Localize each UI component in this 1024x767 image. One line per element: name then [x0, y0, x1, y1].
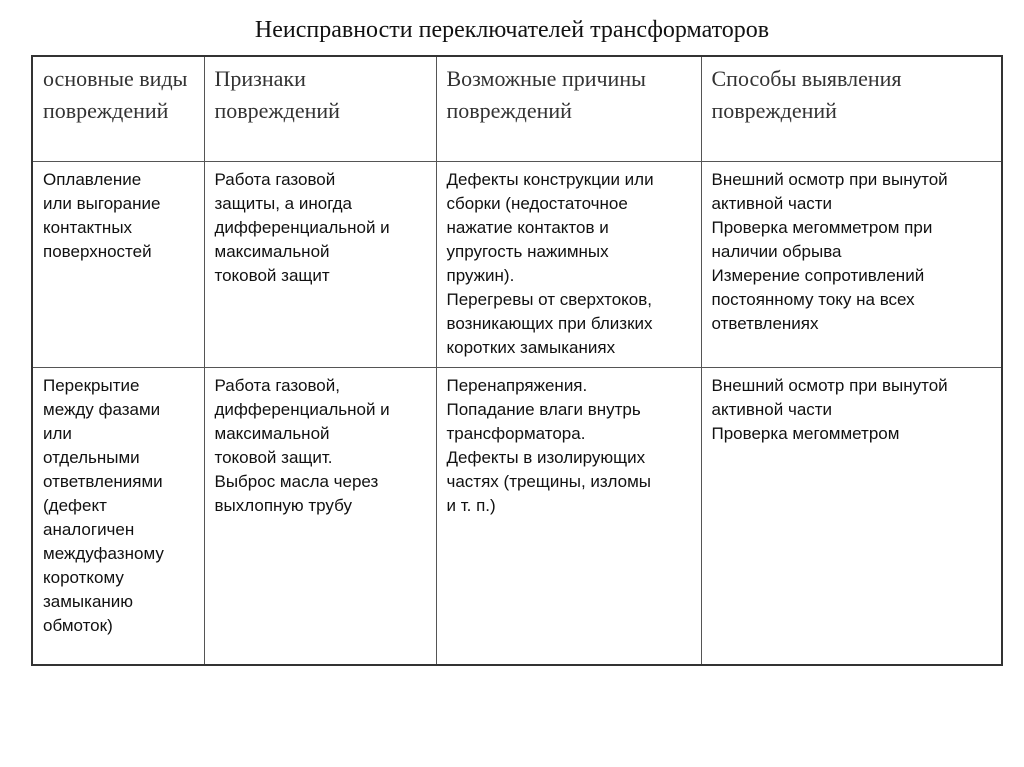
cell-line: отдельными — [43, 447, 140, 467]
cell-line: дифференциальной и — [214, 217, 390, 237]
header-cell-detection: Способы выявления повреждений — [701, 56, 1002, 161]
cell-line: Работа газовой, — [214, 375, 340, 395]
cell-line: или — [43, 423, 72, 443]
cell-line: замыканию — [43, 591, 134, 611]
cell-line: контактных — [43, 217, 133, 237]
cell-line: возникающих при близких — [446, 313, 653, 333]
cell-line: Перенапряжения. — [446, 375, 588, 395]
cell-line: Дефекты в изолирующих — [446, 447, 646, 467]
cell-detection — [701, 161, 1002, 367]
header-cell-damage-types: основные виды повреждений — [32, 56, 204, 161]
cell-causes — [436, 367, 701, 665]
cell-line: максимальной — [214, 241, 330, 261]
cell-line: упругость нажимных — [446, 241, 609, 261]
cell-signs — [204, 367, 436, 665]
cell-damage-type — [32, 161, 204, 367]
header-cell-signs: Признаки повреждений — [204, 56, 436, 161]
cell-line: поверхностей — [43, 241, 152, 261]
cell-line: Работа газовой — [214, 169, 336, 189]
cell-line: междуфазному — [43, 543, 164, 563]
cell-line: Проверка мегомметром — [711, 423, 900, 443]
cell-line: Перекрытие — [43, 375, 140, 395]
cell-line: активной части — [711, 193, 833, 213]
cell-line: (дефект — [43, 495, 107, 515]
table-row — [32, 367, 1002, 665]
cell-line: выхлопную трубу — [214, 495, 352, 515]
table-row — [32, 161, 1002, 367]
cell-line: трансформатора. — [446, 423, 586, 443]
cell-line: защиты, а иногда — [214, 193, 353, 213]
faults-table — [31, 55, 1003, 666]
cell-line: Попадание влаги внутрь — [446, 399, 641, 419]
cell-line: дифференциальной и — [214, 399, 390, 419]
cell-line: Перегревы от сверхтоков, — [446, 289, 653, 309]
cell-line: Проверка мегомметром при — [711, 217, 933, 237]
cell-line: постоянному току на всех — [711, 289, 915, 309]
cell-line: сборки (недостаточное — [446, 193, 628, 213]
cell-line: и т. п.) — [446, 495, 496, 515]
cell-line: или выгорание — [43, 193, 161, 213]
cell-line: Выброс масла через — [214, 471, 379, 491]
cell-line: ответвлениях — [711, 313, 819, 333]
cell-line: наличии обрыва — [711, 241, 842, 261]
cell-detection — [701, 367, 1002, 665]
cell-line: короткому — [43, 567, 124, 587]
table-header-row — [32, 56, 1002, 161]
cell-line: обмоток) — [43, 615, 113, 635]
cell-line: между фазами — [43, 399, 161, 419]
cell-line: частях (трещины, изломы — [446, 471, 651, 491]
cell-line: пружин). — [446, 265, 515, 285]
cell-signs — [204, 161, 436, 367]
cell-line: токовой защит — [214, 265, 330, 285]
cell-line: нажатие контактов и — [446, 217, 609, 237]
cell-line: коротких замыканиях — [446, 337, 616, 357]
cell-line: токовой защит. — [214, 447, 333, 467]
cell-line: аналогичен — [43, 519, 135, 539]
cell-line: максимальной — [214, 423, 330, 443]
header-cell-causes: Возможные причины повреждений — [436, 56, 701, 161]
cell-damage-type — [32, 367, 204, 665]
cell-line: Измерение сопротивлений — [711, 265, 925, 285]
cell-line: Оплавление — [43, 169, 142, 189]
cell-line: Дефекты конструкции или — [446, 169, 654, 189]
cell-line: активной части — [711, 399, 833, 419]
cell-causes — [436, 161, 701, 367]
page-title: Неисправности переключателей трансформаторов — [254, 17, 770, 43]
cell-line: Внешний осмотр при вынутой — [711, 169, 948, 189]
cell-line: Внешний осмотр при вынутой — [711, 375, 948, 395]
cell-line: ответвлениями — [43, 471, 163, 491]
